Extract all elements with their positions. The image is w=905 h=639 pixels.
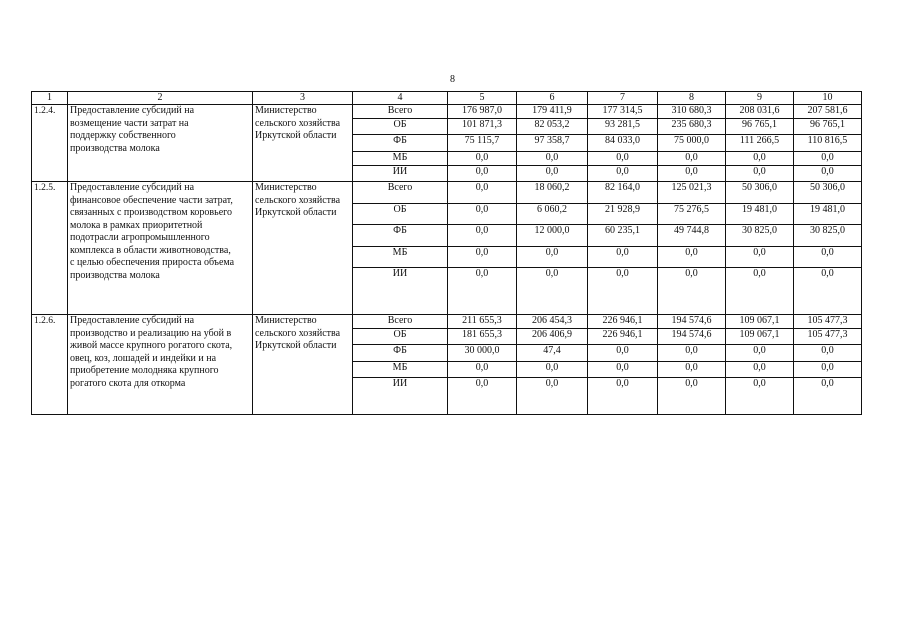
amount-cell: 19 481,0 (726, 204, 794, 225)
amount-cell: 0,0 (794, 378, 862, 415)
amount-cell: 125 021,3 (658, 182, 726, 204)
amount-cell: 0,0 (588, 247, 658, 268)
amount-cell: 0,0 (448, 225, 517, 247)
amount-cell: 0,0 (794, 152, 862, 166)
amount-cell: 0,0 (517, 152, 588, 166)
amount-cell: 109 067,1 (726, 315, 794, 329)
amount-cell: 0,0 (448, 152, 517, 166)
amount-cell: 75 000,0 (658, 135, 726, 152)
table-body (32, 92, 862, 415)
amount-cell: 110 816,5 (794, 135, 862, 152)
amount-cell: 208 031,6 (726, 105, 794, 119)
amount-cell: 0,0 (588, 345, 658, 362)
amount-cell: 206 454,3 (517, 315, 588, 329)
amount-cell: 0,0 (658, 152, 726, 166)
responsible-organization: Министерство сельского хозяйства Иркутской области (253, 182, 353, 315)
amount-cell: 0,0 (726, 345, 794, 362)
item-code: 1.2.4. (32, 105, 68, 182)
amount-cell: 21 928,9 (588, 204, 658, 225)
amount-cell: 0,0 (726, 362, 794, 378)
table-row (32, 315, 862, 329)
amount-cell: 82 053,2 (517, 119, 588, 135)
amount-cell: 211 655,3 (448, 315, 517, 329)
column-header: 10 (794, 92, 862, 105)
amount-cell: 0,0 (588, 362, 658, 378)
funding-source: ИИ (353, 166, 448, 182)
column-header: 5 (448, 92, 517, 105)
amount-cell: 0,0 (517, 247, 588, 268)
funding-source: Всего (353, 105, 448, 119)
page-number: 8 (450, 74, 455, 85)
amount-cell: 101 871,3 (448, 119, 517, 135)
amount-cell: 12 000,0 (517, 225, 588, 247)
amount-cell: 84 033,0 (588, 135, 658, 152)
amount-cell: 0,0 (517, 166, 588, 182)
amount-cell: 30 825,0 (794, 225, 862, 247)
program-funding-table (31, 91, 862, 415)
amount-cell: 18 060,2 (517, 182, 588, 204)
amount-cell: 310 680,3 (658, 105, 726, 119)
amount-cell: 0,0 (794, 268, 862, 315)
table-row (32, 182, 862, 204)
column-header: 6 (517, 92, 588, 105)
amount-cell: 0,0 (658, 362, 726, 378)
funding-source: Всего (353, 315, 448, 329)
item-description: Предоставление субсидий на производство и реализацию на убой в живой массе крупного рогатого скота, овец, коз, лошадей и индейки и на приобретение молодняка крупного рогатого скота для откорма (68, 315, 253, 415)
amount-cell: 226 946,1 (588, 315, 658, 329)
amount-cell: 0,0 (658, 378, 726, 415)
amount-cell: 49 744,8 (658, 225, 726, 247)
amount-cell: 194 574,6 (658, 329, 726, 345)
amount-cell: 0,0 (794, 247, 862, 268)
amount-cell: 0,0 (517, 362, 588, 378)
amount-cell: 93 281,5 (588, 119, 658, 135)
table-row (32, 105, 862, 119)
amount-cell: 50 306,0 (726, 182, 794, 204)
amount-cell: 0,0 (448, 268, 517, 315)
amount-cell: 60 235,1 (588, 225, 658, 247)
item-code: 1.2.6. (32, 315, 68, 415)
amount-cell: 0,0 (588, 378, 658, 415)
amount-cell: 0,0 (588, 166, 658, 182)
funding-source: ФБ (353, 345, 448, 362)
funding-source: ИИ (353, 378, 448, 415)
amount-cell: 0,0 (658, 345, 726, 362)
funding-source: ИИ (353, 268, 448, 315)
amount-cell: 177 314,5 (588, 105, 658, 119)
funding-source: МБ (353, 247, 448, 268)
column-header: 8 (658, 92, 726, 105)
amount-cell: 0,0 (726, 268, 794, 315)
funding-source: ОБ (353, 119, 448, 135)
amount-cell: 96 765,1 (726, 119, 794, 135)
funding-source: ОБ (353, 204, 448, 225)
amount-cell: 0,0 (448, 204, 517, 225)
column-header: 7 (588, 92, 658, 105)
amount-cell: 176 987,0 (448, 105, 517, 119)
amount-cell: 0,0 (658, 268, 726, 315)
amount-cell: 30 825,0 (726, 225, 794, 247)
amount-cell: 226 946,1 (588, 329, 658, 345)
amount-cell: 0,0 (794, 362, 862, 378)
amount-cell: 0,0 (794, 345, 862, 362)
amount-cell: 105 477,3 (794, 315, 862, 329)
funding-source: МБ (353, 152, 448, 166)
column-header: 4 (353, 92, 448, 105)
amount-cell: 207 581,6 (794, 105, 862, 119)
amount-cell: 206 406,9 (517, 329, 588, 345)
amount-cell: 0,0 (517, 268, 588, 315)
funding-source: ФБ (353, 135, 448, 152)
amount-cell: 0,0 (794, 166, 862, 182)
amount-cell: 0,0 (517, 378, 588, 415)
amount-cell: 0,0 (448, 247, 517, 268)
amount-cell: 0,0 (448, 182, 517, 204)
amount-cell: 235 680,3 (658, 119, 726, 135)
item-description: Предоставление субсидий на финансовое обеспечение части затрат, связанных с производством коровьего молока в рамках приоритетной подотрасли агропромышленного комплекса в области животноводства, с целью обеспечения прироста объема производства молока (68, 182, 253, 315)
item-code: 1.2.5. (32, 182, 68, 315)
column-header: 2 (68, 92, 253, 105)
amount-cell: 0,0 (658, 166, 726, 182)
amount-cell: 75 276,5 (658, 204, 726, 225)
funding-source: ОБ (353, 329, 448, 345)
amount-cell: 0,0 (726, 152, 794, 166)
amount-cell: 179 411,9 (517, 105, 588, 119)
column-header: 3 (253, 92, 353, 105)
funding-source: ФБ (353, 225, 448, 247)
amount-cell: 0,0 (726, 247, 794, 268)
amount-cell: 96 765,1 (794, 119, 862, 135)
amount-cell: 105 477,3 (794, 329, 862, 345)
amount-cell: 97 358,7 (517, 135, 588, 152)
amount-cell: 111 266,5 (726, 135, 794, 152)
amount-cell: 109 067,1 (726, 329, 794, 345)
amount-cell: 82 164,0 (588, 182, 658, 204)
amount-cell: 19 481,0 (794, 204, 862, 225)
amount-cell: 47,4 (517, 345, 588, 362)
responsible-organization: Министерство сельского хозяйства Иркутской области (253, 315, 353, 415)
amount-cell: 194 574,6 (658, 315, 726, 329)
amount-cell: 181 655,3 (448, 329, 517, 345)
amount-cell: 6 060,2 (517, 204, 588, 225)
amount-cell: 0,0 (588, 152, 658, 166)
amount-cell: 0,0 (448, 166, 517, 182)
amount-cell: 0,0 (588, 268, 658, 315)
item-description: Предоставление субсидий на возмещение части затрат на поддержку собственного производства молока (68, 105, 253, 182)
funding-source: Всего (353, 182, 448, 204)
amount-cell: 0,0 (658, 247, 726, 268)
amount-cell: 0,0 (726, 166, 794, 182)
column-header: 1 (32, 92, 68, 105)
amount-cell: 0,0 (448, 362, 517, 378)
funding-source: МБ (353, 362, 448, 378)
amount-cell: 0,0 (726, 378, 794, 415)
amount-cell: 0,0 (448, 378, 517, 415)
amount-cell: 50 306,0 (794, 182, 862, 204)
amount-cell: 75 115,7 (448, 135, 517, 152)
column-header: 9 (726, 92, 794, 105)
table-header-row (32, 92, 862, 105)
responsible-organization: Министерство сельского хозяйства Иркутской области (253, 105, 353, 182)
amount-cell: 30 000,0 (448, 345, 517, 362)
